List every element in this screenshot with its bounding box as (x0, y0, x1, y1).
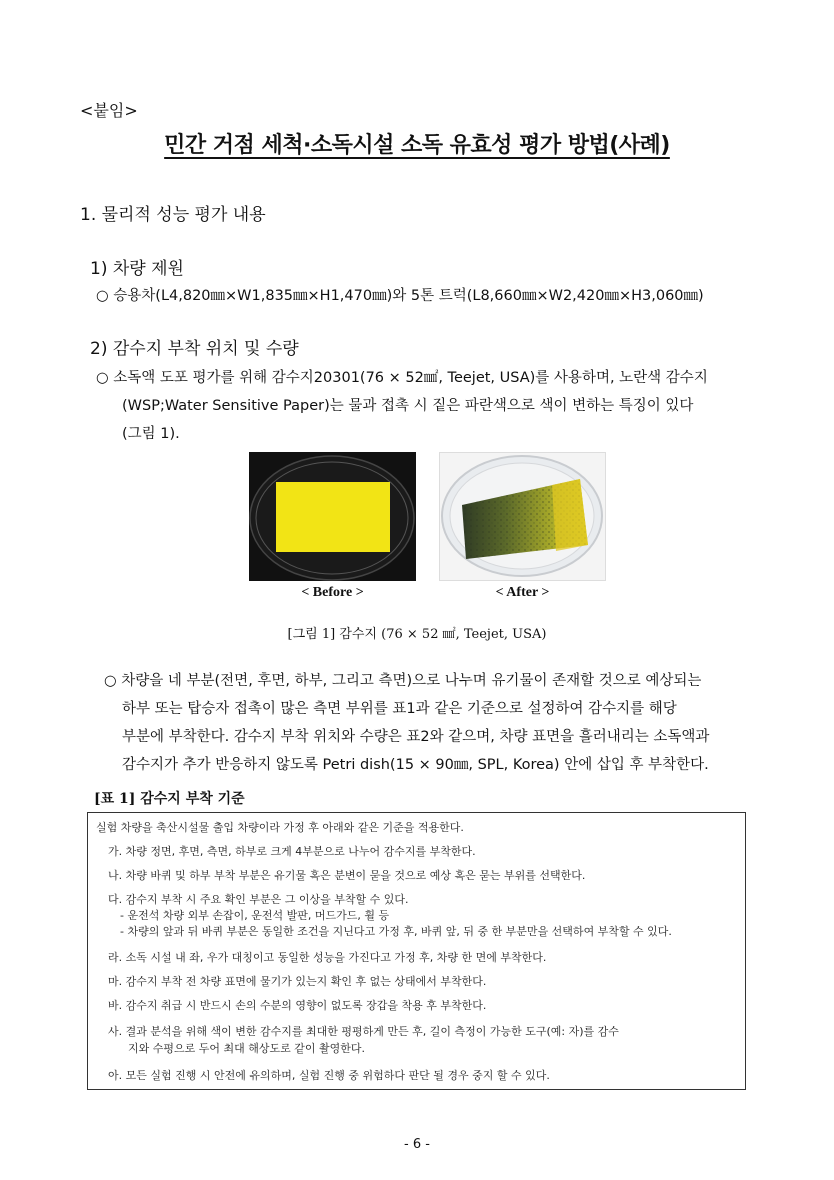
criteria-item: 아. 모든 실험 진행 시 안전에 유의하며, 실험 진행 중 위험하다 판단 될 경우 중지 할 수 있다. (108, 1069, 550, 1082)
after-label: < After > (495, 585, 550, 600)
vehicle-spec-bullet: ○ 승용차(L4,820㎜×W1,835㎜×H1,470㎜)와 5톤 트럭(L8,660㎜×W2,420㎜×H3,060㎜) (96, 288, 704, 304)
criteria-subitem: - 운전석 차량 외부 손잡이, 운전석 발판, 머드가드, 휠 등 (120, 909, 390, 922)
wsp-paragraph-line: ○ 소독액 도포 평가를 위해 감수지20301(76 × 52㎟, Teejet, USA)를 사용하며, 노란색 감수지 (96, 370, 708, 386)
table-1-title: [표 1] 감수지 부착 기준 (94, 791, 245, 807)
wsp-paragraph-line: (그림 1). (122, 426, 180, 442)
criteria-item: 다. 감수지 부착 시 주요 확인 부분은 그 이상을 부착할 수 있다. (108, 893, 409, 906)
criteria-item: 바. 감수지 취급 시 반드시 손의 수분의 영향이 없도록 장갑을 착용 후 부착한다. (108, 999, 487, 1012)
criteria-item: 마. 감수지 부착 전 차량 표면에 물기가 있는지 확인 후 없는 상태에서 부착한다. (108, 975, 487, 988)
subsection-1-heading: 1) 차량 제원 (90, 259, 184, 279)
attachment-label: <붙임> (80, 101, 138, 120)
criteria-item: 가. 차량 정면, 후면, 측면, 하부로 크게 4부분으로 나누어 감수지를 부착한다. (108, 845, 476, 858)
placement-paragraph-line: 하부 또는 탑승자 접촉이 많은 측면 부위를 표1과 같은 기준으로 설정하여 감수지를 해당 (122, 701, 677, 717)
section-1-heading: 1. 물리적 성능 평가 내용 (80, 205, 266, 225)
before-label: < Before > (301, 585, 364, 600)
table-1-intro: 실험 차량을 축산시설물 출입 차량이라 가정 후 아래와 같은 기준을 적용한다. (96, 821, 464, 834)
criteria-subitem: - 차량의 앞과 뒤 바퀴 부분은 동일한 조건을 지닌다고 가정 후, 바퀴 앞, 뒤 중 한 부분만을 선택하여 부착할 수 있다. (120, 925, 672, 938)
subsection-2-heading: 2) 감수지 부착 위치 및 수량 (90, 339, 299, 359)
after-photo (439, 452, 606, 581)
criteria-item: 사. 결과 분석을 위해 색이 변한 감수지를 최대한 평평하게 만든 후, 길이 측정이 가능한 도구(예: 자)를 감수 (108, 1025, 619, 1038)
before-photo (249, 452, 416, 581)
criteria-item-continuation: 지와 수평으로 두어 최대 해상도로 같이 촬영한다. (128, 1042, 365, 1055)
figure-1-caption: [그림 1] 감수지 (76 × 52 ㎟, Teejet, USA) (287, 627, 547, 642)
document-title: 민간 거점 세척·소독시설 소독 유효성 평가 방법(사례) (164, 133, 670, 158)
criteria-item: 나. 차량 바퀴 및 하부 부착 부분은 유기물 혹은 분변이 묻을 것으로 예상 혹은 묻는 부위를 선택한다. (108, 869, 586, 882)
placement-paragraph-line: 감수지가 추가 반응하지 않도록 Petri dish(15 × 90㎜, SPL, Korea) 안에 삽입 후 부착한다. (122, 757, 709, 773)
criteria-item: 라. 소독 시설 내 좌, 우가 대칭이고 동일한 성능을 가진다고 가정 후, 차량 한 면에 부착한다. (108, 951, 547, 964)
placement-paragraph-line: 부분에 부착한다. 감수지 부착 위치와 수량은 표2와 같으며, 차량 표면을 흘러내리는 소독액과 (122, 729, 710, 745)
table-1-box (87, 812, 746, 1090)
page-number: - 6 - (404, 1137, 430, 1152)
wsp-paragraph-line: (WSP;Water Sensitive Paper)는 물과 접촉 시 짙은 파란색으로 색이 변하는 특징이 있다 (122, 398, 694, 414)
placement-paragraph-line: ○ 차량을 네 부분(전면, 후면, 하부, 그리고 측면)으로 나누며 유기물이 존재할 것으로 예상되는 (104, 673, 702, 689)
